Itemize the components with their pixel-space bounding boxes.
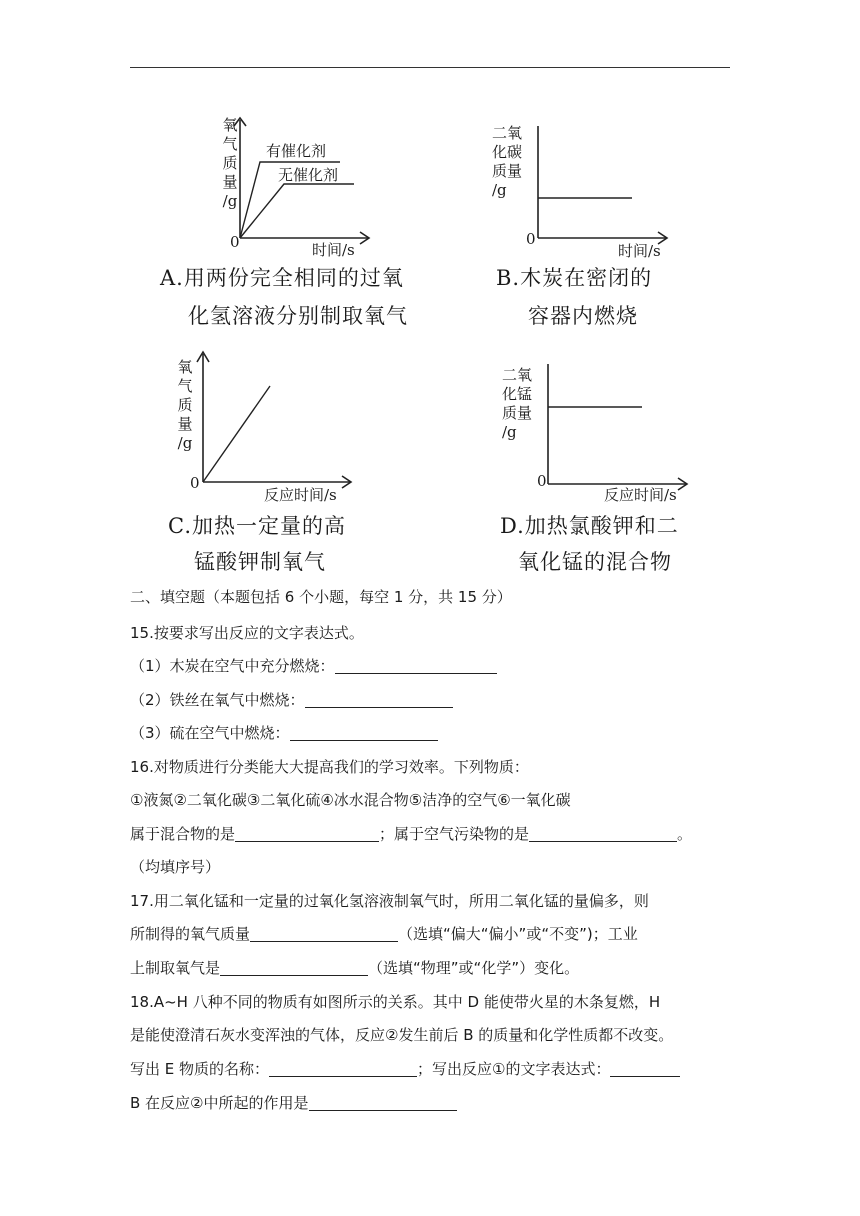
q16-blank-mixture[interactable] (235, 825, 379, 842)
q17-blank-change[interactable] (220, 959, 368, 976)
chart-c-caption-line1: C.加热一定量的高 (168, 514, 346, 538)
q17-line3 (130, 957, 579, 978)
q18-blank-role[interactable] (309, 1094, 457, 1111)
q18-line1: 18.A~H 八种不同的物质有如图所示的关系。其中 D 能使带火星的木条复燃，H (130, 993, 661, 1011)
chart-c-origin: 0 (190, 474, 200, 492)
q16-part2: ；属于空气污染物的是 (379, 825, 530, 843)
chart-a-series-no-catalyst: 无催化剂 (278, 166, 339, 184)
q18-line3b: ；写出反应①的文字表达式： (417, 1060, 611, 1078)
chart-c-caption-line2: 锰酸钾制氧气 (194, 550, 326, 574)
chart-a-x-label: 时间/s (312, 241, 355, 259)
chart-a-series-catalyst: 有催化剂 (266, 142, 327, 160)
q15-item-1-blank[interactable] (335, 657, 497, 674)
chart-b-caption-line1: B.木炭在密闭的 (496, 266, 653, 290)
chart-d-y-label: 二氧 化锰 质量 /g (502, 366, 533, 441)
q16-options: ①液氮②二氧化碳③二氧化硫④冰水混合物⑤洁净的空气⑥一氧化碳 (130, 791, 571, 809)
chart-d (490, 350, 730, 580)
q17-line2b: （选填“偏大“偏小”或“不变”)；工业 (398, 925, 638, 943)
chart-c (160, 350, 460, 580)
q15-item-1 (130, 655, 497, 676)
q16-note: （均填序号） (130, 858, 221, 876)
q15-item-1-text: （1）木炭在空气中充分燃烧： (130, 657, 335, 675)
q17-blank-mass[interactable] (250, 925, 398, 942)
chart-b (490, 112, 720, 342)
chart-a (160, 112, 460, 342)
chart-a-line-no-catalyst (240, 184, 354, 238)
chart-b-origin: 0 (526, 230, 536, 248)
chart-c-plot (160, 350, 460, 500)
q18-line3 (130, 1058, 680, 1079)
chart-d-caption-line1: D.加热氯酸钾和二 (500, 514, 679, 538)
q15-item-2-blank[interactable] (305, 691, 453, 708)
q15-item-2-text: （2）铁丝在氧气中燃烧： (130, 691, 305, 709)
q17-line3b: （选填“物理”或“化学”）变化。 (368, 959, 580, 977)
q17-line3a: 上制取氧气是 (130, 959, 221, 977)
header-rule (130, 67, 730, 68)
q18-line3a: 写出 E 物质的名称： (130, 1060, 270, 1078)
chart-b-x-label: 时间/s (618, 242, 661, 260)
q15-stem: 15.按要求写出反应的文字表达式。 (130, 624, 364, 642)
q18-blank-e-name[interactable] (269, 1060, 417, 1077)
q16-line (130, 823, 692, 844)
q15-item-3-text: （3）硫在空气中燃烧： (130, 724, 290, 742)
q16-end: 。 (677, 825, 693, 843)
q16-blank-pollutant[interactable] (529, 825, 677, 842)
q18-line2: 是能使澄清石灰水变浑浊的气体，反应②发生前后 B 的质量和化学性质都不改变。 (130, 1026, 674, 1044)
q17-line1: 17.用二氧化锰和一定量的过氧化氢溶液制氧气时，所用二氧化锰的量偏多，则 (130, 892, 649, 910)
chart-c-line (203, 386, 270, 482)
chart-d-origin: 0 (537, 472, 547, 490)
chart-b-caption-line2: 容器内燃烧 (528, 304, 638, 328)
q17-line2 (130, 923, 638, 944)
chart-a-origin: 0 (230, 233, 240, 251)
q18-line4a: B 在反应②中所起的作用是 (130, 1094, 309, 1112)
chart-a-caption-line2: 化氢溶液分别制取氧气 (188, 304, 408, 328)
q15-item-3 (130, 722, 438, 743)
q15-item-2 (130, 689, 453, 710)
q18-line4 (130, 1092, 457, 1113)
chart-a-y-label: 氧 气 质 量 /g (222, 116, 238, 210)
q15-item-3-blank[interactable] (290, 724, 438, 741)
chart-d-x-label: 反应时间/s (604, 486, 677, 504)
chart-c-x-label: 反应时间/s (264, 486, 337, 504)
chart-d-caption-line2: 氧化锰的混合物 (518, 550, 672, 574)
chart-a-caption-line1: A.用两份完全相同的过氧 (160, 266, 404, 290)
section-title: 二、填空题（本题包括 6 个小题，每空 1 分，共 15 分） (130, 588, 512, 606)
chart-b-y-label: 二氧 化碳 质量 /g (492, 124, 523, 199)
q17-line2a: 所制得的氧气质量 (130, 925, 251, 943)
q16-stem: 16.对物质进行分类能大大提高我们的学习效率。下列物质： (130, 758, 529, 776)
q16-part1: 属于混合物的是 (130, 825, 236, 843)
q18-blank-reaction1[interactable] (610, 1060, 680, 1077)
chart-c-y-label: 氧 气 质 量 /g (177, 358, 193, 452)
